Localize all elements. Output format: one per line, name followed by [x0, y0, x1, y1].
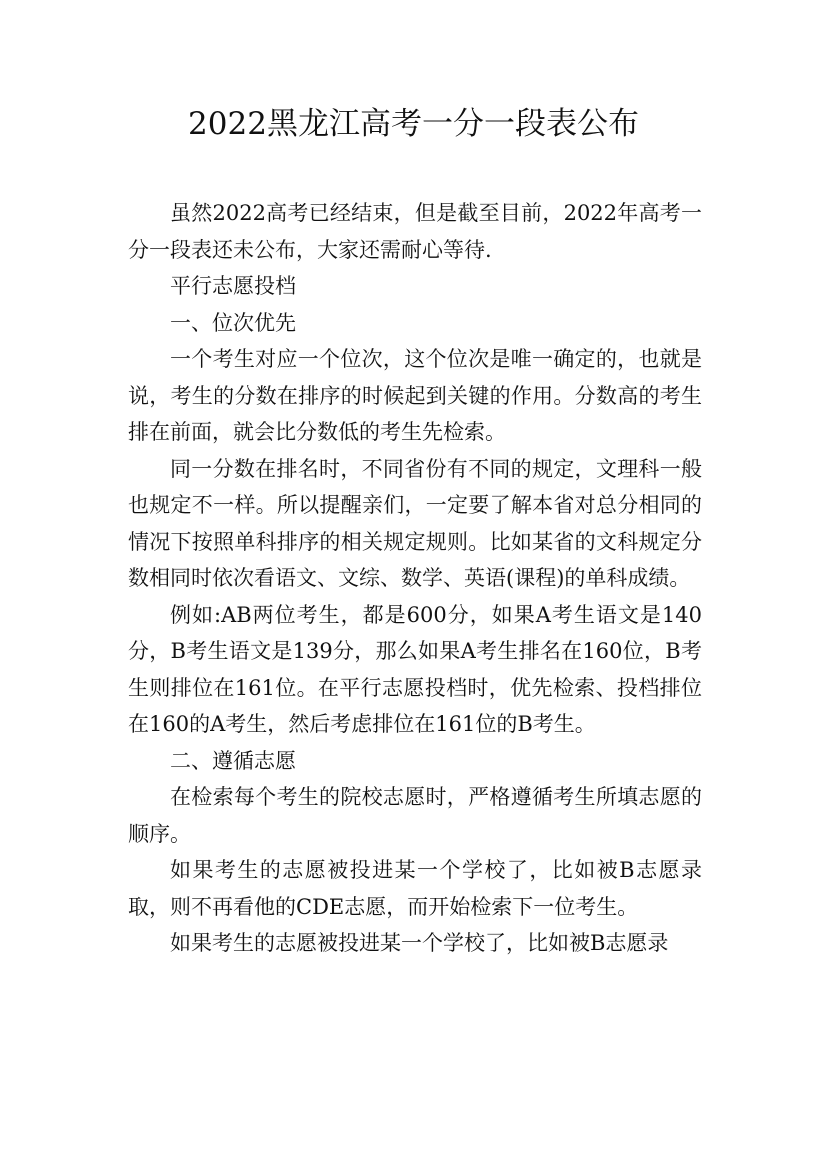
document-body: [128, 195, 702, 962]
paragraph: 例如:AB两位考生，都是600分，如果A考生语文是140分，B考生语文是139分，那么如果A考生排名在160位，B考生则排位在161位。在平行志愿投档时，优先检索、投档排位在160的A考生，然后考虑排位在161位的B考生。: [128, 602, 702, 736]
paragraph: 同一分数在排名时，不同省份有不同的规定，文理科一般也规定不一样。所以提醒亲们，一定要了解本省对总分相同的情况下按照单科排序的相关规定规则。比如某省的文科规定分数相同时依次看语文、文综、数学、英语(课程)的单科成绩。: [128, 456, 702, 590]
section-heading: 二、遵循志愿: [170, 748, 296, 773]
paragraph: 如果考生的志愿被投进某一个学校了，比如被B志愿录: [170, 931, 669, 955]
document-title: 2022黑龙江高考一分一段表公布: [188, 106, 639, 142]
section-heading: 一、位次优先: [170, 310, 296, 335]
paragraph: 如果考生的志愿被投进某一个学校了，比如被B志愿录取，则不再看他的CDE志愿，而开始检索下一位考生。: [128, 858, 702, 919]
paragraph: 在检索每个考生的院校志愿时，严格遵循考生所填志愿的顺序。: [128, 785, 702, 846]
section-heading: 平行志愿投档: [170, 274, 296, 298]
paragraph: 一个考生对应一个位次，这个位次是唯一确定的，也就是说，考生的分数在排序的时候起到关键的作用。分数高的考生排在前面，就会比分数低的考生先检索。: [128, 347, 702, 444]
paragraph: 虽然2022高考已经结束，但是截至目前，2022年高考一分一段表还未公布，大家还需耐心等待.: [128, 201, 702, 262]
